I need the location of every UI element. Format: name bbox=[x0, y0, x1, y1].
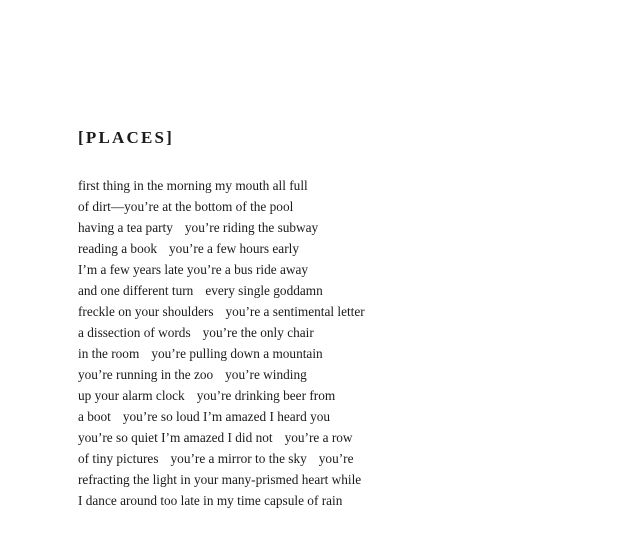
poem-phrase: I dance around too late in my time capsule of rain bbox=[78, 493, 343, 508]
poem-phrase: you’re drinking beer from bbox=[196, 388, 336, 403]
poem-phrase: you’re so loud I’m amazed I heard you bbox=[122, 409, 331, 424]
poem-line bbox=[78, 175, 598, 196]
poem-line bbox=[78, 280, 598, 301]
poem-body bbox=[78, 175, 598, 511]
poem-line bbox=[78, 322, 598, 343]
poem-phrase: you’re the only chair bbox=[202, 325, 314, 340]
poem-phrase: you’re a few hours early bbox=[169, 241, 299, 256]
poem-line bbox=[78, 490, 598, 511]
poem-phrase: a dissection of words bbox=[78, 325, 191, 340]
poem-phrase: you’re bbox=[318, 451, 354, 466]
poem-phrase: of tiny pictures bbox=[78, 451, 159, 466]
poem-phrase: you’re a sentimental letter bbox=[225, 304, 365, 319]
poem-line bbox=[78, 343, 598, 364]
poem-line bbox=[78, 217, 598, 238]
poem-line bbox=[78, 427, 598, 448]
poem-phrase: a boot bbox=[78, 409, 111, 424]
poem-phrase: you’re a mirror to the sky bbox=[170, 451, 307, 466]
poem-phrase: you’re riding the subway bbox=[184, 220, 319, 235]
poem-phrase: up your alarm clock bbox=[78, 388, 185, 403]
poem-phrase: you’re winding bbox=[225, 367, 307, 382]
poem-title: [PLACES] bbox=[78, 128, 174, 147]
poem-phrase: of dirt—you’re at the bottom of the pool bbox=[78, 199, 294, 214]
poem-line bbox=[78, 196, 598, 217]
poem-phrase: refracting the light in your many-prismed heart while bbox=[78, 472, 362, 487]
poem-phrase: you’re running in the zoo bbox=[78, 367, 214, 382]
poem-phrase: in the room bbox=[78, 346, 140, 361]
poem-phrase: you’re so quiet I’m amazed I did not bbox=[78, 430, 273, 445]
poem-phrase: reading a book bbox=[78, 241, 158, 256]
poem-phrase: freckle on your shoulders bbox=[78, 304, 214, 319]
poem-phrase: and one different turn bbox=[78, 283, 194, 298]
poem-phrase: every single goddamn bbox=[205, 283, 323, 298]
poem-line bbox=[78, 301, 598, 322]
poem-line bbox=[78, 259, 598, 280]
poem-phrase: you’re a row bbox=[284, 430, 353, 445]
poem-line bbox=[78, 238, 598, 259]
poem-phrase: you’re pulling down a mountain bbox=[151, 346, 323, 361]
poem-line bbox=[78, 364, 598, 385]
poem-line bbox=[78, 448, 598, 469]
poem-line bbox=[78, 469, 598, 490]
poem-phrase: first thing in the morning my mouth all full bbox=[78, 178, 308, 193]
poem-phrase: having a tea party bbox=[78, 220, 173, 235]
poem-line bbox=[78, 385, 598, 406]
poem-line bbox=[78, 406, 598, 427]
poem-phrase: I’m a few years late you’re a bus ride away bbox=[78, 262, 309, 277]
